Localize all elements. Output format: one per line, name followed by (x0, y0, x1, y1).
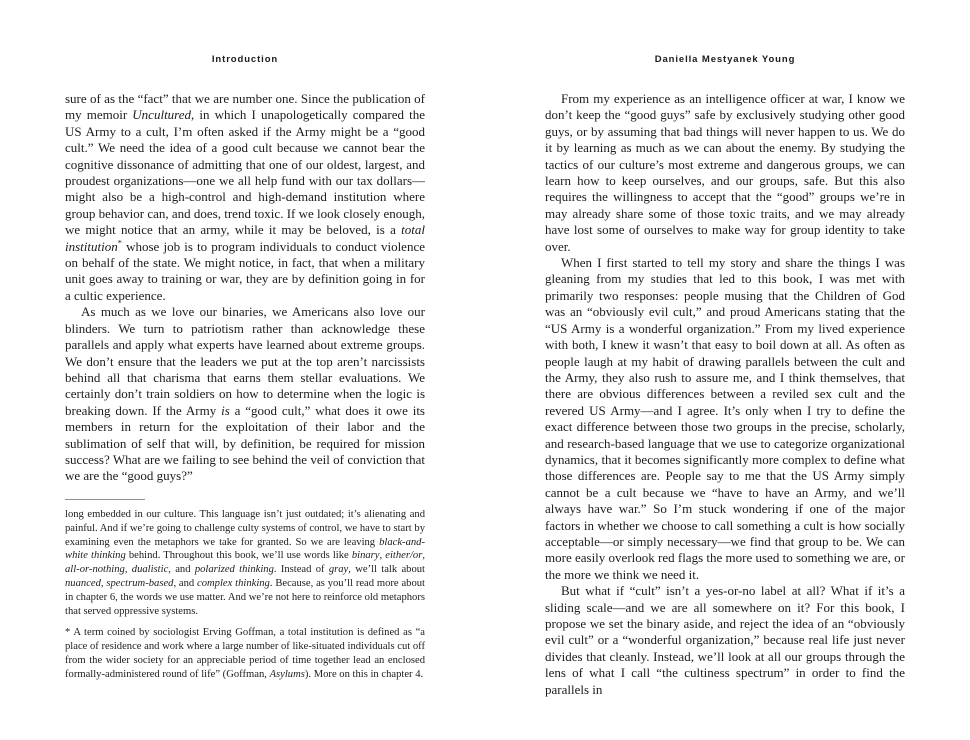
right-page-body (545, 91, 905, 698)
left-page-body (65, 91, 425, 485)
left-page-footnotes (65, 508, 425, 682)
running-head-left: Introduction (211, 54, 279, 65)
paragraph: sure of as the “fact” that we are number one. Since the publication of my memoir Uncultured, in which I unapologetically compared the US Army to a cult, I’m often asked if the Army might be a “good cult.” We need the idea of a good cult because we cannot bear the cognitive dissonance of admitting that one of our oldest, largest, and proudest organizations—one we all help fund with our tax dollars—might also be a high-control and high-demand institution where group behavior can, and does, trend toxic. If we look closely enough, we might notice that an army, while it may be beloved, is a total institution* whose job is to program individuals to conduct violence on behalf of the state. We might notice, in fact, that when a military unit goes away to training or war, they are by definition going in for a cultic experience. (65, 91, 426, 303)
footnote-separator (65, 499, 145, 500)
paragraph: But what if “cult” isn’t a yes-or-no label at all? What if it’s a sliding scale—and we are all somewhere on it? For this book, I propose we set the binary aside, and reject the idea of an “obviously evil cult” or a “wonderful organization,” because real life just never divides that cleanly. Instead, we’ll look at all our groups through the lens of what I call “the cultiness spectrum” in order to find the parallels in (545, 583, 905, 697)
paragraph: long embedded in our culture. This language isn’t just outdated; it’s alienating and painful. And if we’re going to challenge culty systems of control, we have to start by examining even the metaphors we take for granted. So we are leaving black-and-white thinking behind. Throughout this book, we’ll use words like binary, either/or, all-or-nothing, dualistic, and polarized thinking. Instead of gray, we’ll talk about nuanced, spectrum-based, and complex thinking. Because, as you’ll read more about in chapter 6, the words we use matter. And we’re not here to reinforce old metaphors that served oppressive systems. (65, 508, 426, 618)
paragraph: When I first started to tell my story and share the things I was gleaning from my studies that led to this book, I was met with primarily two responses: people musing that the Children of God was an “obviously evil cult,” and proud Americans stating that the “US Army is a wonderful organization.” From my lived experience with both, I knew it wasn’t that easy to boil down at all. As often as people laugh at my habit of drawing parallels between the cult and the Army, they also rush to assure me, and I think themselves, that there are obvious differences between a reviled sex cult and the revered US Army—and I agree. It’s only when I try to define the exact difference between those two groups in the precise, scholarly, and research-based language that we use to categorize organizational dynamics, that it becomes significantly more complex to define what those differences are. People say to me that the US Army simply cannot be a cult because we “have to have an Army, and we’ll always have war.” So I’m stuck wondering if one of the major factors in whether we choose to call something a cult is how socially acceptable—or simply necessary—we find that group to be. We can more easily overlook red flags the more used to something we are, or the more we think we need it. (545, 255, 905, 582)
right-page (545, 0, 905, 698)
paragraph: As much as we love our binaries, we Americans also love our blinders. We turn to patriotism rather than acknowledge these parallels and apply what experts have learned about extreme groups. We don’t ensure that the leaders we put at the top aren’t narcissists behind all that charisma that earns them stellar evaluations. We certainly don’t train soldiers on how to determine when the logic is breaking down. If the Army is a “good cult,” what does it owe its members in return for the exploitation of their labor and the sublimation of self that will, by definition, be required for mission success? What are we failing to see behind the veil of conviction that we are the “good guys?” (65, 304, 425, 484)
left-page (65, 0, 425, 682)
running-head-right: Daniella Mestyanek Young (654, 54, 796, 65)
paragraph: From my experience as an intelligence officer at war, I know we don’t keep the “good guys” safe by exclusively studying other good guys, or by assuming that bad things will never happen to us. We do it by learning as much as we can about the enemy. By studying the tactics of our culture’s most extreme and dangerous groups, we can learn how to keep ourselves, and our groups, safe. But this also requires the willingness to accept that the “good” groups we’re in may already share some of those toxic traits, and we may already have lost some of ourselves to make way for group identity to take over. (545, 91, 905, 254)
paragraph: * A term coined by sociologist Erving Goffman, a total institution is defined as “a place of residence and work where a large number of like-situated individuals cut off from the wider society for an appreciable period of time together lead an enclosed formally-administered round of life” (Goffman, Asylums). More on this in chapter 4. (65, 627, 425, 680)
